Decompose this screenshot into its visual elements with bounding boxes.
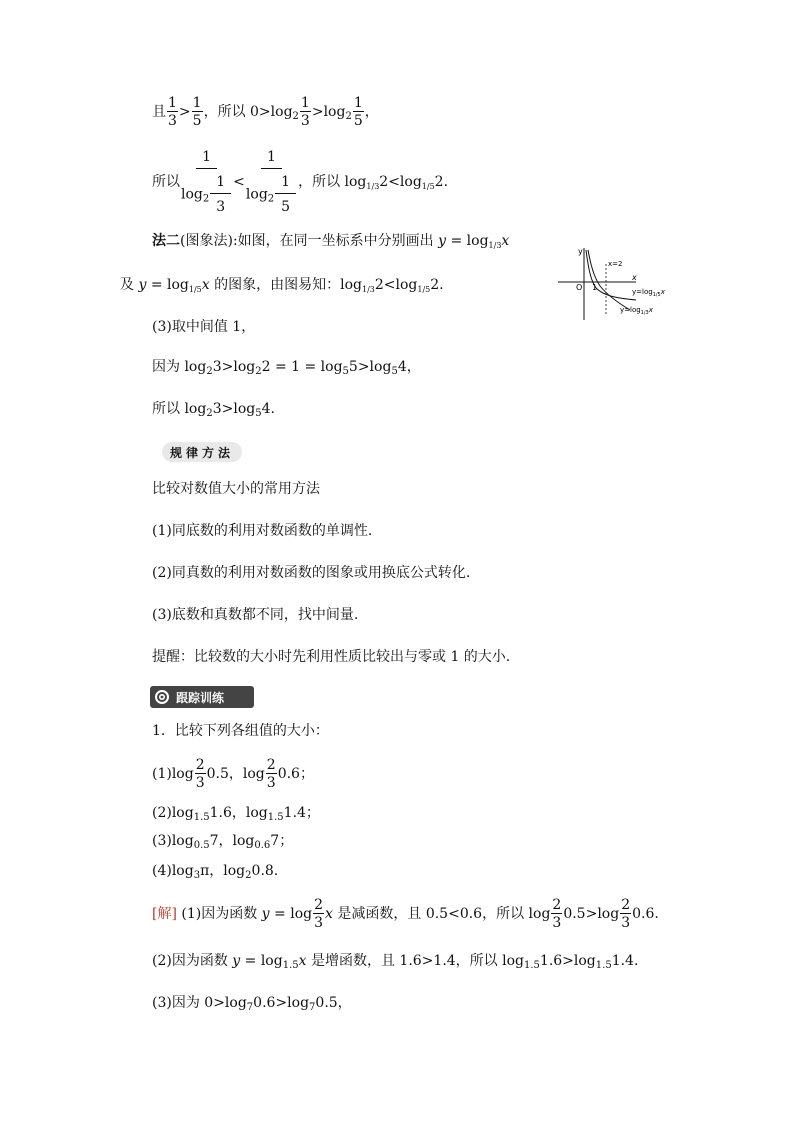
method-two-line-2: 及 $y = \log_{1/5}x$ 的图象，由图易知：$\log_{1/3}2<\log_{1/5}2$. (120, 277, 444, 294)
line-2: 所以 1 $\log_2$ $\frac{1}{3}$ < 1 $\log_2$ $\frac{1}{5}$ ，所以 $\log_{1/3}2<\log_{1/5}2$. (152, 149, 449, 215)
text: 且 (152, 104, 166, 120)
text: > (178, 104, 191, 120)
question-1-1: (1)log $\frac{2}{3}$ 0.5，log $\frac{2}{3}$ 0.6； (152, 757, 314, 791)
text: < (233, 174, 245, 190)
question-1-3: $(3)\log_{0.5}7$，$\log_{0.6}7$； (152, 833, 294, 851)
curve-log-1-5 (586, 250, 636, 300)
fraction: $\frac{1}{3}$ (300, 95, 310, 129)
curve2-label: $y=\log_{1/3}x$ (620, 306, 653, 316)
tracking-exercise-badge (150, 686, 254, 708)
log-graph (556, 244, 672, 320)
text: 1．比较下列各组值的大小： (152, 723, 329, 739)
rule-item-1: (1)同底数的利用对数函数的单调性. (152, 523, 373, 539)
text: 所以 (152, 174, 180, 190)
origin-label: O (576, 283, 583, 292)
text: (3)取中间值 1， (152, 319, 256, 335)
text: (图象法) (180, 233, 233, 249)
text: ，所以 0>log (203, 104, 293, 120)
vline-label: x=2 (608, 260, 623, 268)
text: >log (311, 104, 346, 120)
tip-label: 提醒： (152, 649, 194, 665)
solution-3: (3)因为 $0>\log_70.6>\log_70.5$， (152, 995, 352, 1013)
method-two-line: 法二(图象法):如图，在同一坐标系中分别画出 $y = \log_{1/3}x$ (152, 233, 510, 250)
curve-log-1-3 (588, 250, 630, 310)
text: 及 (120, 277, 139, 293)
solution-1: [解] (1)因为函数 y = log $\frac{2}{3}$ x 是减函数，且 0.5<0.6，所以 log $\frac{2}{3}$ 0.5>log $\frac{2}{3}$ 0.6. (152, 897, 659, 931)
text: ， (364, 104, 379, 120)
rule-item-2: (2)同真数的利用对数函数的图象或用换底公式转化. (152, 565, 471, 581)
one-label: 1 (592, 283, 598, 292)
fraction: $\frac{1}{5}$ (192, 95, 202, 129)
rule-item-3: (3)底数和真数都不同，找中间量. (152, 607, 359, 623)
solution-2: (2)因为函数 $y = \log_{1.5}x$ 是增函数，且 1.6>1.4，所以 $\log_{1.5}1.6>\log_{1.5}1.4$. (152, 953, 639, 971)
question-1 (152, 724, 329, 738)
solution-tag: [解] (152, 906, 177, 922)
part-3-line (152, 320, 255, 334)
text: ，所以 log (298, 174, 367, 190)
because-line: 因为 $\log_23>\log_22 = 1 = \log_55>\log_54$， (152, 359, 421, 377)
text: :如图，在同一坐标系中分别画出 (232, 233, 439, 249)
tip-line (152, 650, 510, 664)
question-1-4: $(4)\log_3\pi$，$\log_20.8$. (152, 863, 279, 881)
curve1-label: $y=\log_{1/5}x$ (632, 288, 665, 298)
text: 比较对数值大小的常用方法 (152, 481, 320, 497)
method-label: 法二 (152, 233, 180, 249)
line-1: 且 $\frac{1}{3}$ > $\frac{1}{5}$ ，所以 $0>\log_2$ $\frac{1}{3}$ $>\log_2$ $\frac{1}{5}$ ， (152, 95, 379, 129)
x-axis-label: x (632, 273, 637, 282)
target-icon (154, 689, 170, 705)
so-line: 所以 $\log_23>\log_54$. (152, 401, 275, 419)
y-axis-label: y (578, 247, 583, 256)
text: 比较数的大小时先利用性质比较出与零或 1 的大小. (194, 649, 511, 665)
text: 的图象，由图易知：log (209, 277, 362, 293)
fraction: $\frac{1}{3}$ (168, 95, 177, 129)
fraction: 1 $\log_2$ $\frac{1}{3}$ (181, 150, 232, 214)
text: 2<log (379, 174, 422, 190)
fraction: $\frac{1}{5}$ (353, 95, 363, 129)
rule-title (152, 482, 320, 496)
question-1-2: $(2)\log_{1.5}1.6$，$\log_{1.5}1.4$； (152, 805, 320, 823)
fraction: 1 $\log_2$ $\frac{1}{5}$ (246, 150, 297, 214)
rule-method-badge: 规律方法 (162, 442, 242, 462)
badge-label: 跟踪训练 (176, 690, 225, 705)
text: 2. (434, 174, 449, 190)
